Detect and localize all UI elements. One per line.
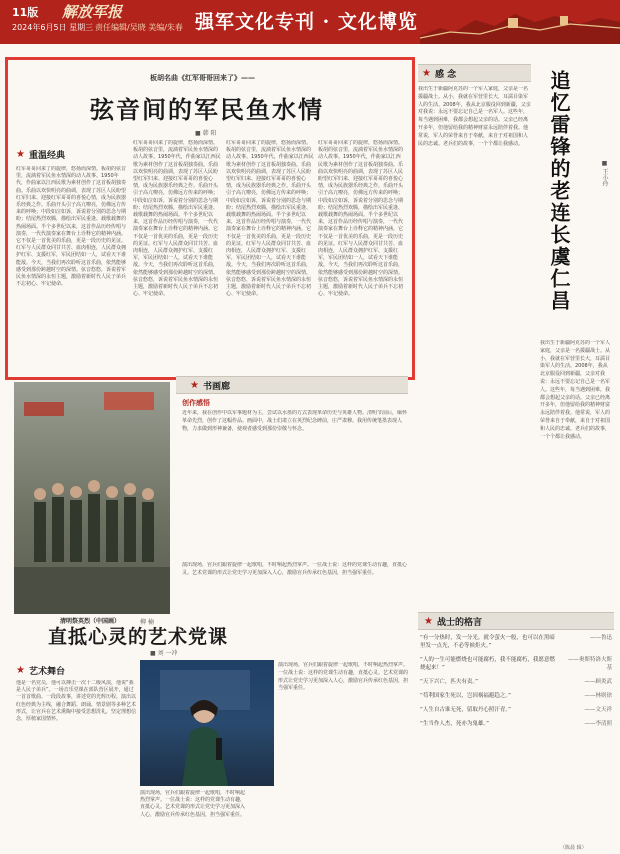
section-art-stage	[16, 664, 65, 677]
art-stage-body: 他是一名党员，他可以搏击一次十二级风浪，他说“我是人民子弟兵”。一场音乐党课在部队营区展开，通过一首首歌曲、一段段故事，讲述党的光辉历程。演出以红色经典为主线，融合舞蹈、朗诵、情景剧等多种艺术形式，让官兵在艺术熏陶中接受思想洗礼，坚定理想信念，厚植家国情怀。	[16, 680, 136, 723]
vertical-headline: 追忆雷锋的老连长虞仁昌	[547, 70, 571, 312]
section-shuhualang	[190, 379, 230, 392]
section-chongwen	[16, 148, 65, 161]
maxim-text: “天下兴亡，匹夫有责。”	[420, 679, 478, 685]
star-icon: ★	[16, 149, 25, 160]
maxim-item	[420, 706, 612, 714]
star-icon: ★	[422, 68, 431, 79]
section-maxims	[424, 615, 482, 628]
middle-body-text: 演出现场，官兵们跟着旋律一起歌唱，不时响起热烈掌声。一位战士说：这样的党课生动有趣，直抵心灵。艺术党课的形式让党史学习更加深入人心，激励官兵传承红色基因，担当强军重任。	[278, 662, 408, 692]
maxim-author: ——鲁迅	[589, 635, 612, 641]
featured-body-col2: 红军哥哥回来了的旋律，悠扬而深情。板胡的弦音里，流淌着军民鱼水情深的动人故事。1950年代，作曲家以江西民歌为素材创作了这首板胡独奏曲。乐曲以欢快明亮的曲调，表现了苏区人民盼望红军归来、迎接红军哥哥的喜悦心情，成为民族器乐经典之作。乐曲开头引子高亢嘹亮，仿佛远方传来的呼唤；中段如泣如诉，诉说着分别的思念与期盼；结尾热烈欢腾，描绘出军民重逢、载歌载舞的热闹场面。半个多世纪以来，这首作品历经传唱与演奏，一代代演奏家在舞台上诠释它的精神内涵。它不仅是一首优美的乐曲，更是一段历史的见证。红军与人民群众同甘共苦、血肉相连，人民群众拥护红军、支援红军，军民团结如一人，试看天下谁能敌。今天，当我们再次聆听这首乐曲，依然能够感受到那份跨越时空的深情。弦音悠悠，诉说着军民鱼水情深的永恒主题，激励着新时代人民子弟兵不忘初心、牢记使命。	[133, 140, 221, 298]
maxim-text: “苟利国家生死以，岂因祸福避趋之。”	[420, 693, 511, 699]
soldiers-painting	[14, 382, 170, 614]
featured-headline: 弦音间的军民鱼水情	[90, 95, 324, 124]
art-headline: 直抵心灵的艺术党课	[48, 626, 229, 648]
right-column-body: 我出生于新疆阿克苏的一个军人家庭，父亲是一名援疆战士。从小，我就在军营里长大，耳濡目染军人的生活。2008年，我从北京服役回到新疆，父亲对我说：永远不要忘记自己是一名军人。这些年，每当遇到困难，我都会想起父亲的话。父亲已经离开多年，但他留给我的精神财富永远陪伴着我。他常说，军人的荣誉来自于奉献，来自于对祖国和人民的忠诚。老兵们的故事，一个个都让我感动。	[540, 340, 611, 440]
performer-illustration	[140, 660, 274, 786]
star-icon: ★	[190, 380, 199, 391]
art-byline: ■ 刘 一冲	[150, 650, 178, 657]
maxim-item	[420, 692, 612, 700]
section-label: 感 念	[434, 70, 457, 80]
painting-illustration	[14, 382, 170, 614]
maxim-text: “人生自古谁无死，留取丹心照汗青。”	[420, 707, 511, 713]
photo-artist: 柳 楠	[140, 619, 154, 626]
featured-body-col1: 红军哥哥回来了的旋律，悠扬而深情。板胡的弦音里，流淌着军民鱼水情深的动人故事。1950年代，作曲家以江西民歌为素材创作了这首板胡独奏曲。乐曲以欢快明亮的曲调，表现了苏区人民盼望红军归来、迎接红军哥哥的喜悦心情，成为民族器乐经典之作。乐曲开头引子高亢嘹亮，仿佛远方传来的呼唤；中段如泣如诉，诉说着分别的思念与期盼；结尾热烈欢腾，描绘出军民重逢、载歌载舞的热闹场面。半个多世纪以来，这首作品历经传唱与演奏，一代代演奏家在舞台上诠释它的精神内涵。它不仅是一首优美的乐曲，更是一段历史的见证。红军与人民群众同甘共苦、血肉相连，人民群众拥护红军、支援红军，军民团结如一人，试看天下谁能敌。今天，当我们再次聆听这首乐曲，依然能够感受到那份跨越时空的深情。弦音悠悠，诉说着军民鱼水情深的永恒主题，激励着新时代人民子弟兵不忘初心、牢记使命。	[16, 166, 127, 288]
editor-line: 责任编辑/吴晓 美编/朱春	[95, 23, 183, 32]
performer-photo	[140, 660, 274, 786]
maxim-author: ——李清照	[584, 721, 612, 727]
maxim-item	[420, 678, 612, 686]
edition-number: 11版	[12, 6, 39, 19]
maxims-footer: （陈晨 辑）	[560, 845, 587, 851]
maxim-text: “人的一生可能燃烧也可能腐朽，我不能腐朽，我愿意燃烧起来！”	[420, 657, 555, 671]
star-icon: ★	[16, 665, 25, 676]
section-ganni	[422, 67, 456, 80]
books-body-col2: 演出现场，官兵们跟着旋律一起歌唱，不时响起热烈掌声。一位战士说：这样的党课生动有趣，直抵心灵。艺术党课的形式让党史学习更加深入人心，激励官兵传承红色基因，担当强军重任。	[182, 562, 408, 576]
books-body: 近年来，我在创作中以军事题材为主，尝试以水墨的方式表现革命历史与英雄人物。清明节前后，缅怀革命先烈，创作了这幅作品。画面中，战士们肃立在英烈纪念碑前，庄严肃穆。我用传统笔墨表现人物，力求做到形神兼备，使观者感受到那份崇敬与怀念。	[182, 410, 408, 432]
star-icon: ★	[424, 616, 433, 627]
featured-byline: ■ 韩 阳	[195, 130, 217, 137]
section-label: 书画廊	[202, 382, 230, 392]
section-label: 艺术舞台	[28, 667, 65, 677]
masthead-banner	[0, 0, 620, 44]
paper-logo: 解放军报	[62, 3, 123, 21]
maxim-item	[420, 634, 612, 650]
art-stage-body-col2: 演出现场，官兵们跟着旋律一起歌唱，不时响起热烈掌声。一位战士说：这样的党课生动有趣，直抵心灵。艺术党课的形式让党史学习更加深入人心，激励官兵传承红色基因，担当强军重任。	[140, 790, 246, 818]
channel-title: 强军文化专刊 · 文化博览	[195, 11, 418, 33]
maxims-list	[420, 634, 612, 848]
date-line: 2024年6月5日 星期三	[12, 23, 94, 32]
maxim-author: ——林则徐	[584, 693, 612, 699]
maxim-item	[420, 656, 612, 672]
maxim-text: “有一分热时，发一分光。就令萤火一般，也可以在黑暗里发一点光，不必等候炬火。”	[420, 635, 555, 649]
vertical-byline: ■ 王小玲	[601, 160, 608, 187]
maxim-item	[420, 720, 612, 728]
gratitude-body: 我出生于新疆阿克苏的一个军人家庭，父亲是一名援疆战士。从小，我就在军营里长大，耳濡目染军人的生活。2008年，我从北京服役回到新疆，父亲对我说：永远不要忘记自己是一名军人。这些年，每当遇到困难，我都会想起父亲的话。父亲已经离开多年，但他留给我的精神财富永远陪伴着我。他常说，军人的荣誉来自于奉献，来自于对祖国和人民的忠诚。老兵们的故事，一个个都让我感动。	[418, 86, 531, 147]
great-wall-illustration	[420, 6, 620, 44]
maxim-author: ——文天祥	[584, 707, 612, 713]
maxim-author: ——顾炎武	[584, 679, 612, 685]
books-subsection: 创作感悟	[182, 399, 210, 407]
maxim-text: “生当作人杰，死亦为鬼雄。”	[420, 721, 489, 727]
featured-body-col3: 红军哥哥回来了的旋律，悠扬而深情。板胡的弦音里，流淌着军民鱼水情深的动人故事。1950年代，作曲家以江西民歌为素材创作了这首板胡独奏曲。乐曲以欢快明亮的曲调，表现了苏区人民盼望红军归来、迎接红军哥哥的喜悦心情，成为民族器乐经典之作。乐曲开头引子高亢嘹亮，仿佛远方传来的呼唤；中段如泣如诉，诉说着分别的思念与期盼；结尾热烈欢腾，描绘出军民重逢、载歌载舞的热闹场面。半个多世纪以来，这首作品历经传唱与演奏，一代代演奏家在舞台上诠释它的精神内涵。它不仅是一首优美的乐曲，更是一段历史的见证。红军与人民群众同甘共苦、血肉相连，人民群众拥护红军、支援红军，军民团结如一人，试看天下谁能敌。今天，当我们再次聆听这首乐曲，依然能够感受到那份跨越时空的深情。弦音悠悠，诉说着军民鱼水情深的永恒主题，激励着新时代人民子弟兵不忘初心、牢记使命。	[226, 140, 314, 298]
maxim-author: ——奥斯特洛夫斯基	[567, 657, 612, 671]
featured-kicker: 板胡名曲《红军哥哥回来了》——	[150, 74, 255, 82]
section-label: 战士的格言	[436, 618, 482, 628]
photo-caption: 清明祭英烈（中国画）	[60, 618, 121, 625]
section-label: 重温经典	[28, 151, 65, 161]
featured-body-col4: 红军哥哥回来了的旋律，悠扬而深情。板胡的弦音里，流淌着军民鱼水情深的动人故事。1950年代，作曲家以江西民歌为素材创作了这首板胡独奏曲。乐曲以欢快明亮的曲调，表现了苏区人民盼望红军归来、迎接红军哥哥的喜悦心情，成为民族器乐经典之作。乐曲开头引子高亢嘹亮，仿佛远方传来的呼唤；中段如泣如诉，诉说着分别的思念与期盼；结尾热烈欢腾，描绘出军民重逢、载歌载舞的热闹场面。半个多世纪以来，这首作品历经传唱与演奏，一代代演奏家在舞台上诠释它的精神内涵。它不仅是一首优美的乐曲，更是一段历史的见证。红军与人民群众同甘共苦、血肉相连，人民群众拥护红军、支援红军，军民团结如一人，试看天下谁能敌。今天，当我们再次聆听这首乐曲，依然能够感受到那份跨越时空的深情。弦音悠悠，诉说着军民鱼水情深的永恒主题，激励着新时代人民子弟兵不忘初心、牢记使命。	[318, 140, 404, 298]
